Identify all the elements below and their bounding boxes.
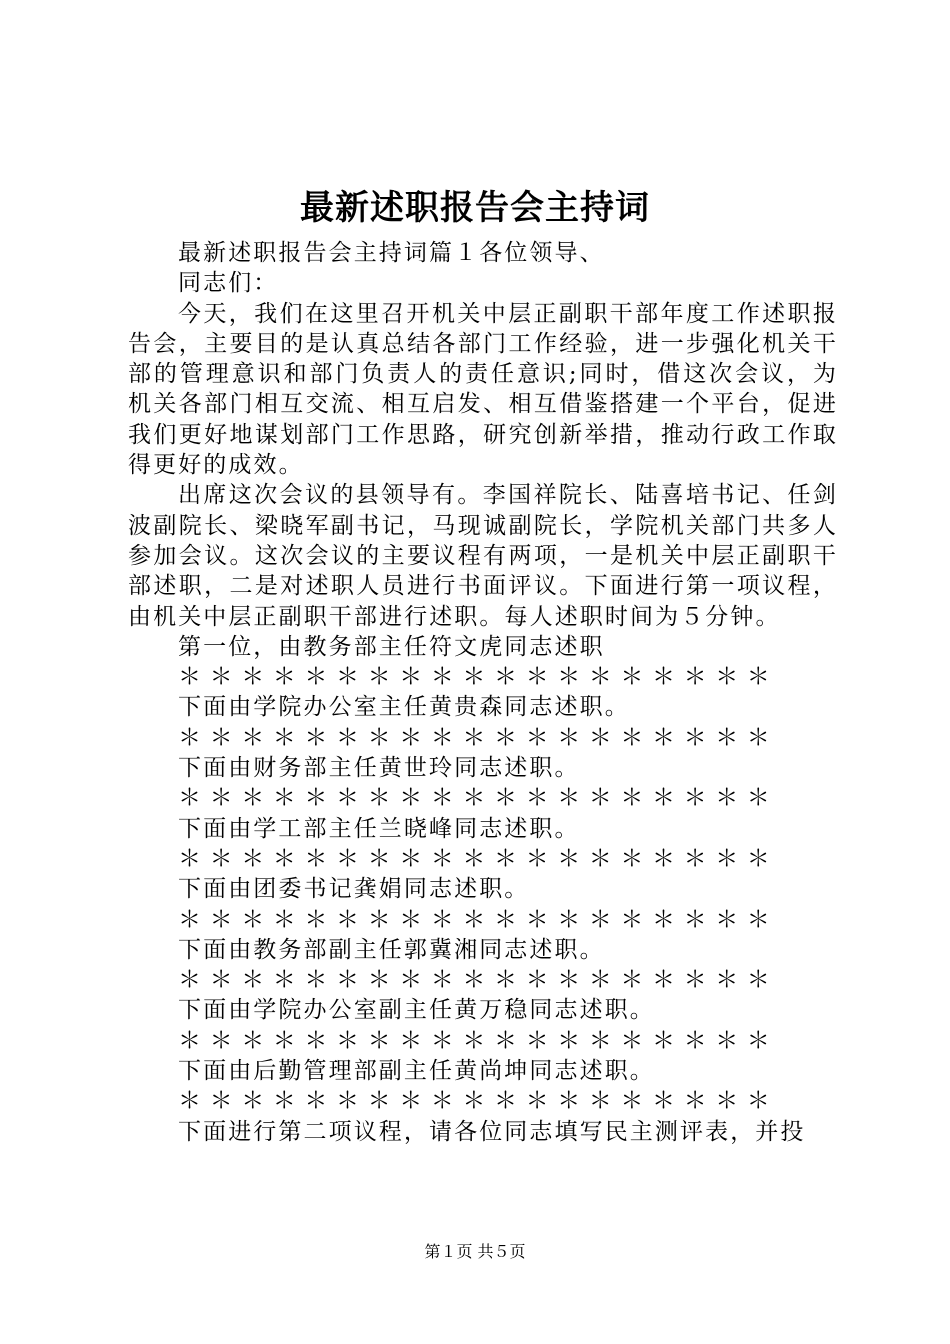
separator-line: ＊＊＊＊＊＊＊＊＊＊＊＊＊＊＊＊＊＊＊ [178, 785, 779, 812]
document-title: 最新述职报告会主持词 [300, 188, 650, 228]
separator-line: ＊＊＊＊＊＊＊＊＊＊＊＊＊＊＊＊＊＊＊ [178, 906, 779, 933]
paragraph: 下面由学工部主任兰晓峰同志述职。 [178, 815, 580, 842]
paragraph: 下面由财务部主任黄世玲同志述职。 [178, 755, 580, 782]
paragraph: 下面由后勤管理部副主任黄尚坤同志述职。 [178, 1058, 655, 1085]
paragraph: 今天，我们在这里召开机关中层正副职干部年度工作述职报告会，主要目的是认真总结各部门工作经验，进一步强化机关干部的管理意识和部门负责人的责任意识;同时，借这次会议，为机关各部门相互交流、相互启发、相互借鉴搭建一个平台，促进我们更好地谋划部门工作思路，研究创新举措，推动行政工作取得更好的成效。 [128, 300, 838, 479]
paragraph: 同志们： [178, 270, 279, 297]
separator-line: ＊＊＊＊＊＊＊＊＊＊＊＊＊＊＊＊＊＊＊ [178, 845, 779, 872]
paragraph: 出席这次会议的县领导有。李国祥院长、陆喜培书记、任剑波副院长、梁晓军副书记，马现诚副院长，学院机关部门共多人参加会议。这次会议的主要议程有两项，一是机关中层正副职干部述职，二是对述职人员进行书面评议。下面进行第一项议程，由机关中层正副职干部进行述职。每人述职时间为５分钟。 [128, 482, 838, 630]
paragraph: 下面由学院办公室副主任黄万稳同志述职。 [178, 997, 655, 1024]
paragraph: 最新述职报告会主持词篇１各位领导、 [178, 240, 605, 266]
paragraph: 第一位，由教务部主任符文虎同志述职 [178, 633, 605, 660]
separator-line: ＊＊＊＊＊＊＊＊＊＊＊＊＊＊＊＊＊＊＊ [178, 1088, 779, 1115]
document-body [128, 238, 838, 1147]
separator-line: ＊＊＊＊＊＊＊＊＊＊＊＊＊＊＊＊＊＊＊ [178, 664, 779, 691]
paragraph: 下面由教务部副主任郭冀湘同志述职。 [178, 936, 605, 963]
page-footer: 第１页 共５页 [424, 1242, 526, 1261]
paragraph: 下面由学院办公室主任黄贵森同志述职。 [178, 694, 630, 721]
separator-line: ＊＊＊＊＊＊＊＊＊＊＊＊＊＊＊＊＊＊＊ [178, 724, 779, 751]
paragraph: 下面由团委书记龚娟同志述职。 [178, 876, 530, 903]
paragraph: 下面进行第二项议程，请各位同志填写民主测评表，并投 [178, 1118, 806, 1145]
separator-line: ＊＊＊＊＊＊＊＊＊＊＊＊＊＊＊＊＊＊＊ [178, 967, 779, 994]
separator-line: ＊＊＊＊＊＊＊＊＊＊＊＊＊＊＊＊＊＊＊ [178, 1027, 779, 1054]
